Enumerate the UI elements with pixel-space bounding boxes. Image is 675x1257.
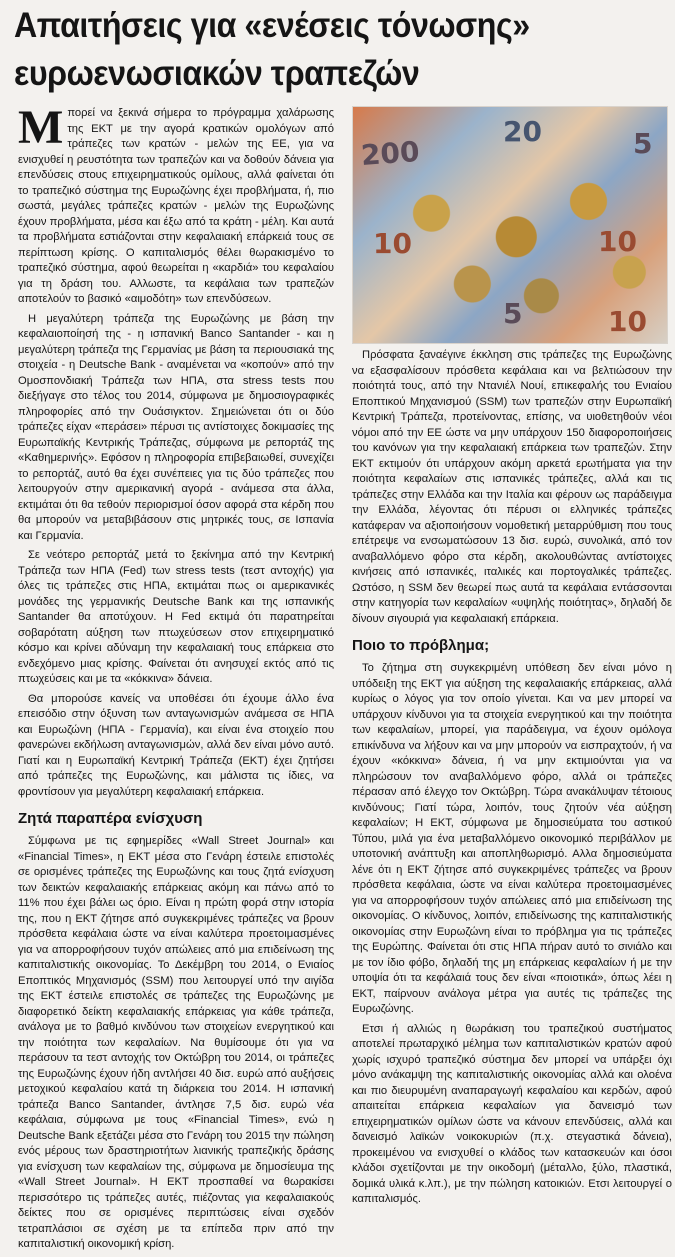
banknote-label: 10 <box>373 227 412 260</box>
headline: Απαιτήσεις για «ενέσεις τόνωσης» ευρωενωσιακών τραπεζών <box>14 6 530 93</box>
left-column <box>18 101 334 1257</box>
paragraph: Σε νεότερο ρεπορτάζ μετά το ξεκίνημα από την Κεντρική Τράπεζα των ΗΠΑ (Fed) των stress tests (τεστ αντοχής) για όλες τις τράπεζες στις ΗΠΑ, εκτιμάται πως οι αμερικανικές μονάδες της γερμανικής Deutsche Bank και της ισπανικής Santander θα αποτύχουν. Η Fed εκτιμά ότι παρατηρείται σοβαρότατη αύξηση των πτωχεύσεων στον επιχειρηματικό κόσμο και κρίνει αδύναμη την κεφαλαιακή τους επάρκεια στο ενδεχόμενο μιας κρίσης. Φαίνεται ότι ανησυχεί εκτός από τις πτωχεύσεις και με τα «κόκκινα» δάνεια. <box>18 549 334 685</box>
subheading: Ζητά παραπέρα ενίσχυση <box>18 810 203 827</box>
paragraph: Η μεγαλύτερη τράπεζα της Ευρωζώνης με βάση την κεφαλαιοποίησή της - η ισπανική Banco Santander - και η μεγαλύτερη τράπεζα της Γερμανίας με βάση τα περιουσιακά της στοιχεία - η Deutsche Bank - αναμένεται να «κοπούν» από την Ομοσπονδιακή Τράπεζα των ΗΠΑ, στα stress tests που διεξήγαγε στο τέλος του 2014, σύμφωνα με δημοσιογραφικές πληροφορίες από την Ουάσιγκτον. Σημειώνεται ότι οι δύο τράπεζες είχαν «περάσει» πέρυσι τις αντίστοιχες δοκιμασίες της Ευρωπαϊκής Κεντρικής Τράπεζας, σύμφωνα με ρεπορτάζ της «Καθημερινής». Εφόσον η πληροφορία επιβεβαιωθεί, συνεχίζει το ρεπορτάζ, αυτό θα έχει συνέπειες για τις δύο τράπεζες που λειτουργούν στην αμερικανική αγορά - ανάμεσα στα άλλα, εκτιμάται ότι θα τεθούν περιορισμοί όσον αφορά στα κέρδη που θα μπορούν να μεταβιβάσουν στις μητρικές τους, σε Ισπανία και Γερμανία. <box>18 312 334 542</box>
banknote-label: 5 <box>633 127 653 160</box>
banknote-label: 5 <box>503 297 523 330</box>
banknote-label: 10 <box>598 225 637 258</box>
paragraph: Το ζήτημα στη συγκεκριμένη υπόθεση δεν είναι μόνο η υπόδειξη της ΕΚΤ για αύξηση της κεφαλαιακής επάρκειας, αλλά κυρίως ο λόγος για τον οποίο γίνεται. Και να μεν μπορεί να υπάρχουν κίνδυνοι για τα στοιχεία ενεργητικού και την ποιότητα των κεφαλαίων, μπορεί, για παράδειγμα, να έχουν ομόλογα επικίνδυνα να λήξουν και να μην μπορούν να εισπραχτούν, ή να έχουν «κόκκινα» δάνεια, ή να μην εκτιμιούνται για να πληρώσουν τον αναβαλλόμενο φόρο, αλλά οι τράπεζες πέρασαν από έλεγχο τον Οκτώβρη. Τώρα ανακάλυψαν τέτοιους κινδύνους; Γιατί τώρα, λοιπόν, τους ζητούν νέα αύξηση κεφαλαίων; Η ΕΚΤ, σύμφωνα με δημοσιεύματα του αστικού Τύπου, μιλά για ένα μεταβαλλόμενο οικονομικό περιβάλλον με υποτονική ανάπτυξη και αποπληθωρισμό. Αλλα δημοσιεύματα λένε ότι η ΕΚΤ ζήτησε από συγκεκριμένες τράπεζες να βρουν πρόσθετα κεφάλαια, ώστε να είναι καλύτερα προετοιμασμένες για να απορροφήσουν τυχόν απώλειες από μια επιδείνωση της οικονομίας. Ο κίνδυνος, λοιπόν, επιδείνωσης της καπιταλιστικής οικονομίας στην Ευρωζώνη είναι το πρόβλημα για τις τράπεζες της Ευρώπης. Φαίνεται ότι στις ΗΠΑ πήραν αυτό το σινιάλο και με τον ίδιο φόβο, δηλαδή της μη επάρκειας κεφαλαίων ή με την υποψία ότι τα κεφάλαιά τους δεν είναι «ποιοτικά», όπως λέει η ΕΚΤ, παίρνουν ανάλογα μέτρα για αυτές τις τράπεζες της Ευρωζώνης. <box>352 662 672 1015</box>
banknote-label: 200 <box>359 135 421 172</box>
paragraph: Σύμφωνα με τις εφημερίδες «Wall Street Journal» και «Financial Times», η ΕΚΤ μέσα στο Γενάρη έστειλε επιστολές σε ορισμένες τράπεζες της Ευρωζώνης και τους ζητά ενίσχυση των δεικτών κεφαλαιακής επάρκειας ακόμη και πάνω από το 11% που έχει βάλει ως όριο. Είναι η πρώτη φορά στην ιστορία της, που η ΕΚΤ ζήτησε από συγκεκριμένες τράπεζες να βρουν πρόσθετα κεφάλαια ώστε να είναι καλύτερα προετοιμασμένες για να απορροφήσουν τυχόν απώλειες από μια επιδείνωση της καπιταλιστικής οικονομίας. Το Δεκέμβρη του 2014, ο Ενιαίος Εποπτικός Μηχανισμός (SSM) που λειτουργεί υπό την αιγίδα της ΕΚΤ έστειλε επιστολές σε τράπεζες της Ευρωζώνης με διαφορετικό δείκτη κεφαλαιακής επάρκειας για κάθε τράπεζα, ανάλογα με το βαθμό κινδύνου των στοιχείων ενεργητικού και την ποιότητα των κεφαλαίων. Να θυμίσουμε ότι για να περάσουν τα τεστ αντοχής τον Οκτώβρη του 2014, οι τράπεζες της Ευρωζώνης έχουν ήδη αντλήσει 40 δισ. ευρώ από αυξήσεις μετοχικού κεφαλαίου κατά τη διάρκεια του 2014. Η ισπανική τράπεζα Banco Santander, άντλησε 7,5 δισ. ευρώ νέα κεφάλαια, σύμφωνα με τους «Financial Times», ενώ η Deutsche Bank εξετάζει μέσα στο Γενάρη του 2015 την πώληση ενός μέρους των δραστηριοτήτων λιανικής τραπεζικής δράσης για ενίσχυση των κεφαλαίων της, σύμφωνα με δημοσίευμα της «Wall Street Journal». Η ΕΚΤ προσπαθεί να θωρακίσει περισσότερο τις τράπεζες αυτές, πιέζοντας για κεφαλαιακούς δείκτες που σε ορισμένες περιπτώσεις είναι σχεδόν τετραπλάσιοι σε σχέση με τα επίπεδα πριν από την καπιταλιστική οικονομική κρίση. <box>18 835 334 1250</box>
euro-money-photo <box>352 106 668 344</box>
right-column <box>352 348 672 1212</box>
paragraph: Μπορεί να ξεκινά σήμερα το πρόγραμμα χαλάρωσης της ΕΚΤ με την αγορά κρατικών ομολόγων από τράπεζες των κρατών - μελών της ΕΕ, για να ενισχυθεί η ρευστότητα των τραπεζών και να δοθούν δάνεια για επενδύσεις στους επιχειρηματικούς ομίλους, αλλά φαίνεται ότι το τραπεζικό σύστημα της Ευρωζώνης έχει προβλήματα, ή, πιο σωστά, μεγάλες τράπεζες κρατών - μελών της Ευρωζώνης έχουν προβλήματα, μέσα και έξω από τα κράτη - μέλη. Και αυτά τα προβλήματα εστιάζονται στην κεφαλαιακή επάρκειά τους σε περίπτωση κρίσης. Ο καπιταλισμός θέλει θωρακισμένο το τραπεζικό σύστημα, αφού θεωρείται η «καρδιά» του κεφαλαίου για τη δράση του. Αλλωστε, τα κεφάλαια των τραπεζών αποτελούν το βασικό «αιμοδότη» των επενδύσεων. <box>18 101 334 305</box>
paragraph: Πρόσφατα ξαναέγινε έκκληση στις τράπεζες της Ευρωζώνης να εξασφαλίσουν πρόσθετα κεφάλαια και να βελτιώσουν την ποιότητά τους, από την Ντανιέλ Νουί, επικεφαλής του Ενιαίου Εποπτικού Μηχανισμού (SSM) των τραπεζών στην Ευρωπαϊκή Κεντρική Τράπεζα, προτείνοντας, επίσης, να υιοθετηθούν νέοι νόμοι από την ΕΕ ώστε να μην υπάρχουν 150 διαφοροποιήσεις του κανόνων για την κεφαλαιακή επάρκεια των τραπεζών. Στην ΕΚΤ εκτιμούν ότι υπάρχουν ακόμη αρκετά ερωτήματα για την ποιότητα κεφαλαίων στις ισπανικές τράπεζες, αλλά και τις τράπεζες στην Ελλάδα και την Ιταλία και φέρουν ως παράδειγμα την Ελλάδα, λέγοντας ότι πέρυσι οι ελληνικές τράπεζες κατάφεραν να αξιοποιήσουν νομοθετική μεταρρύθμιση που τους επέτρεψε να ενσωματώσουν 13 δισ. ευρώ, συνολικά, από τον αναβαλλόμενο φόρο στα κέρδη, ακολουθώντας αντίστοιχες κινήσεις από ισπανικές, ιταλικές και πορτογαλικές τράπεζες. Ωστόσο, η SSM δεν θεωρεί πως αυτά τα κεφάλαια εντάσσονται στην κατηγορία των κεφαλαίων «υψηλής ποιότητας», δηλαδή δε δίνουν σιγουριά για κεφαλαιακή επάρκεια. <box>352 349 672 625</box>
banknote-label: 10 <box>608 305 647 338</box>
drop-cap: Μ <box>18 101 64 154</box>
subheading: Ποιο το πρόβλημα; <box>352 637 490 654</box>
banknote-label: 20 <box>503 115 542 148</box>
paragraph: Ετσι ή αλλιώς η θωράκιση του τραπεζικού συστήματος αποτελεί πρωταρχικό μέλημα των καπιταλιστικών κρατών αφού χωρίς ισχυρό τραπεζικό σύστημα δεν μπορεί να υπάρξει όχι μόνο ανάκαμψη της καπιταλιστικής οικονομίας αλλά και ολοένα και πιο διευρυμένη αναπαραγωγή κεφαλαίου και κερδών, αφού απαιτείται επάρκεια κεφαλαίων για δανεισμό των επιχειρηματικών ομίλων ώστε να κάνουν επενδύσεις, αλλά και δανεισμό λαϊκών νοικοκυριών (π.χ. στεγαστικά δάνεια), προκειμένου να ενισχυθεί ο κλάδος των κατασκευών και όσοι κλάδοι σχετίζονται με την οικοδομή (μέταλλο, ξύλο, πλαστικά, δομικά υλικά κ.λπ.), με την πώληση κατοικιών. Ετσι λειτουργεί ο καπιταλισμός. <box>352 1022 672 1205</box>
paragraph: Θα μπορούσε κανείς να υποθέσει ότι έχουμε άλλο ένα επεισόδιο στην όξυνση των ανταγωνισμών ανάμεσα σε ΗΠΑ και Ευρωζώνη (ΗΠΑ - Γερμανία), και είναι ένα στοιχείο που φανερώνει εκδήλωση ανταγωνισμών, αλλά δεν είναι μόνο αυτό. Γιατί και η Ευρωπαϊκή Κεντρική Τράπεζα (ΕΚΤ) έχει ζητήσει από τράπεζες της Ευρωζώνης, και μάλιστα τις ίδιες, να φροντίσουν για μεγαλύτερη κεφαλαιακή επάρκεια. <box>18 692 334 798</box>
